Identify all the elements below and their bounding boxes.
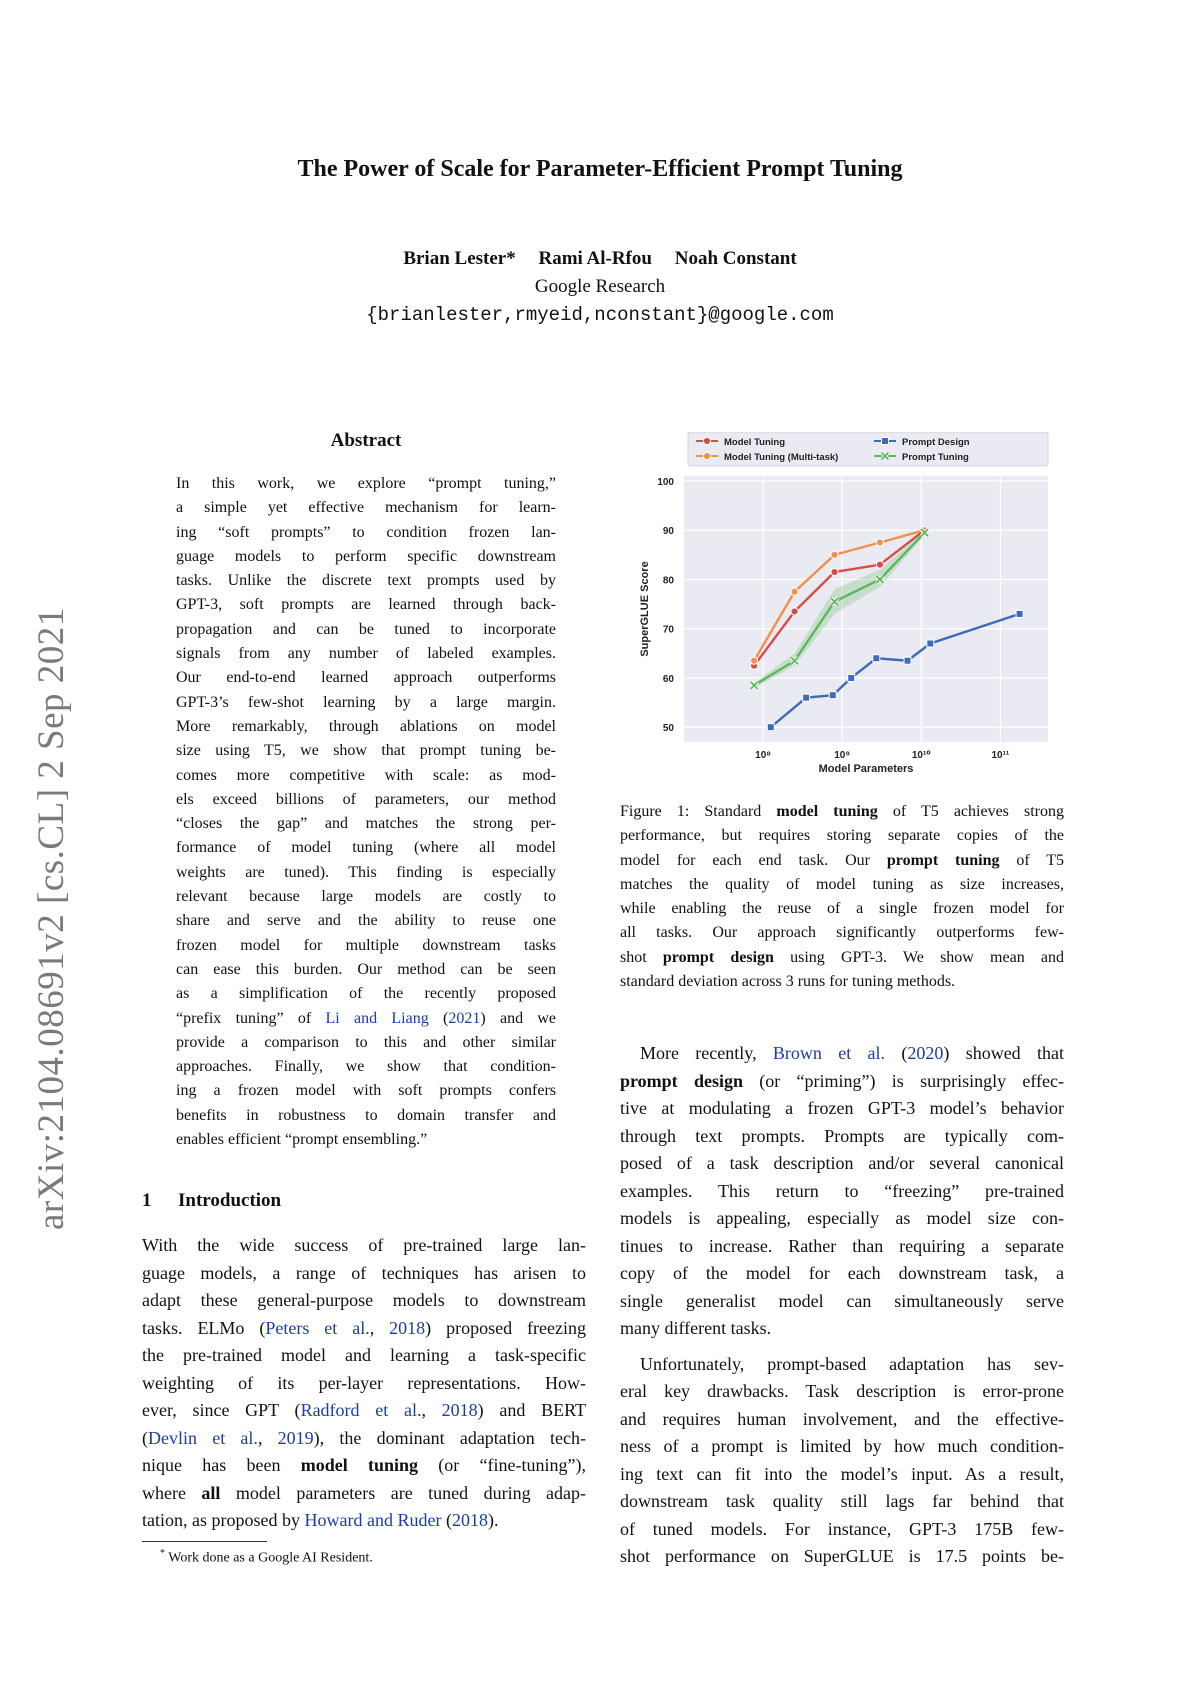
intro-line (142, 1397, 586, 1425)
bold-term: model tuning (776, 803, 878, 820)
text-span: , (257, 1427, 278, 1448)
body-line: models is appealing, especially as model size con- (620, 1208, 1064, 1228)
text-span: ( (428, 1009, 449, 1027)
citation-link[interactable]: Devlin et al. (148, 1427, 258, 1448)
abstract-line: signals from any number of labeled examples. (176, 645, 556, 663)
affiliation: Google Research (534, 276, 666, 297)
body-line: ness of a prompt is limited by how much condition- (620, 1436, 1064, 1456)
y-tick-label: 100 (657, 476, 674, 488)
section-title: Introduction (178, 1190, 282, 1211)
introduction-body (142, 1232, 586, 1535)
legend (688, 432, 1048, 466)
caption-line (620, 800, 1064, 824)
intro-line (142, 1452, 586, 1480)
intro-line (142, 1507, 586, 1535)
paper-title: The Power of Scale for Parameter-Efficient Prompt Tuning (297, 156, 903, 182)
body-line: examples. This return to “freezing” pre-trained (620, 1180, 1064, 1201)
right-column-body (620, 1040, 1064, 1571)
caption-line: all tasks. Our approach significantly outperforms few- (620, 924, 1064, 942)
abstract-line: frozen model for multiple downstream tasks (176, 936, 556, 954)
intro-line: the pre-trained model and learning a task-specific (142, 1345, 586, 1365)
abstract-heading: Abstract (330, 430, 402, 451)
abstract-line: Our end-to-end learned approach outperforms (176, 669, 556, 687)
caption-line: performance, but requires storing separate copies of the (620, 827, 1064, 845)
body-line: posed of a task description and/or several canonical (620, 1153, 1064, 1173)
data-point (876, 539, 883, 546)
abstract-line: GPT-3’s few-shot learning by a large margin. (176, 693, 556, 711)
caption-line: matches the quality of model tuning as size increases, (620, 875, 1064, 893)
body-line: tinues to increase. Rather than requiring a separate (620, 1235, 1064, 1256)
text-span: ). (487, 1510, 499, 1530)
citation-year-link[interactable]: 2020 (907, 1043, 944, 1063)
x-tick-label: 10⁸ (755, 750, 772, 761)
abstract-line: as a simplification of the recently proposed (176, 985, 556, 1003)
section-number: 1 (142, 1190, 152, 1211)
body-line: and requires human involvement, and the effective- (620, 1408, 1064, 1429)
arxiv-stamp: arXiv:2104.08691v2 [cs.CL] 2 Sep 2021 (31, 607, 72, 1230)
body-line (620, 1068, 1064, 1096)
intro-line (142, 1425, 586, 1453)
body-line: downstream task quality still lags far behind that (620, 1491, 1064, 1511)
footnote-text: Work done as a Google AI Resident. (168, 1550, 373, 1566)
text-span: (or “priming”) is surprisingly effec- (742, 1070, 1064, 1091)
intro-line: adapt these general-purpose models to downstream (142, 1290, 586, 1310)
bold-term: prompt design (620, 1070, 743, 1091)
text-span: ( (885, 1043, 908, 1063)
body-line: Unfortunately, prompt-based adaptation has sev- (640, 1353, 1064, 1374)
abstract-line: size using T5, we show that prompt tuning be- (176, 742, 556, 760)
abstract-line: ing a frozen model with soft prompts confers (176, 1082, 556, 1100)
bold-term: prompt tuning (886, 851, 1000, 869)
citation-link[interactable]: Li and Liang (325, 1009, 429, 1027)
abstract-line: GPT-3, soft prompts are learned through back- (176, 596, 556, 614)
x-tick-label: 10⁹ (834, 750, 851, 761)
text-span: Figure 1: Standard (620, 803, 777, 820)
data-point (904, 657, 911, 664)
text-span: ) and BERT (477, 1400, 586, 1420)
data-point (831, 551, 838, 558)
data-point (703, 452, 710, 459)
data-point (1016, 610, 1023, 617)
abstract-line: More remarkably, through ablations on model (176, 717, 556, 735)
abstract-line: propagation and can be tuned to incorporate (176, 620, 556, 638)
citation-link[interactable]: Peters et al. (265, 1317, 370, 1338)
text-span: of T5 achieves strong (877, 803, 1064, 820)
abstract-line: ing “soft prompts” to condition frozen lan- (176, 523, 556, 541)
bold-term: prompt design (662, 948, 774, 966)
data-point (829, 692, 836, 699)
y-tick-label: 70 (662, 624, 674, 636)
text-span: where (142, 1482, 202, 1503)
data-point (876, 561, 883, 568)
text-span: ( (441, 1510, 452, 1530)
caption-line (620, 849, 1064, 873)
y-tick-label: 80 (662, 575, 674, 587)
citation-link[interactable]: Howard and Ruder (304, 1510, 442, 1530)
figure-caption (620, 800, 1064, 994)
text-span: model for each end task. Our (620, 851, 887, 869)
abstract-line: enables efficient “prompt ensembling.” (176, 1131, 428, 1149)
abstract-line: a simple yet effective mechanism for learn- (176, 499, 556, 517)
data-point (767, 724, 774, 731)
text-span: ) showed that (943, 1043, 1064, 1063)
author-emails: {brianlester,rmyeid,nconstant}@google.com (366, 304, 834, 326)
figure-1 (620, 432, 1064, 792)
legend-label: Model Tuning (724, 437, 786, 448)
caption-line: standard deviation across 3 runs for tuning methods. (620, 973, 956, 991)
author-1: Brian Lester* (403, 248, 516, 269)
abstract-line: “closes the gap” and matches the strong per- (176, 815, 556, 833)
legend-label: Model Tuning (Multi-task) (724, 452, 839, 463)
y-tick-label: 90 (662, 526, 674, 538)
abstract-line: approaches. Finally, we show that condition- (176, 1058, 556, 1076)
section-heading-introduction (142, 1190, 281, 1212)
body-line: many different tasks. (620, 1318, 772, 1338)
bold-term: all (201, 1482, 221, 1503)
abstract-line (176, 1007, 556, 1031)
data-point (803, 694, 810, 701)
abstract-line: can ease this burden. Our method can be seen (176, 960, 556, 978)
legend-label: Prompt Tuning (902, 452, 969, 463)
x-tick-label: 10¹¹ (991, 750, 1010, 761)
text-span: , (421, 1400, 442, 1420)
footnote-mark: * (160, 1548, 165, 1559)
abstract-line: provide a comparison to this and other similar (176, 1033, 556, 1051)
citation-link[interactable]: Radford et al. (300, 1400, 422, 1420)
abstract-line: benefits in robustness to domain transfer and (176, 1106, 556, 1124)
abstract-line: formance of model tuning (where all model (176, 839, 556, 857)
abstract-line: In this work, we explore “prompt tuning,” (176, 475, 556, 492)
paragraph-gap (620, 1343, 1064, 1351)
legend-label: Prompt Design (902, 437, 970, 448)
citation-year-link[interactable]: 2018 (441, 1400, 478, 1420)
intro-line: With the wide success of pre-trained large lan- (142, 1235, 586, 1255)
body-line: of tuned models. For instance, GPT-3 175B few- (620, 1518, 1064, 1539)
text-span: nique has been (142, 1455, 301, 1475)
abstract-line: els exceed billions of parameters, our method (176, 790, 556, 808)
intro-line (142, 1480, 586, 1508)
text-span: “prefix tuning” of (176, 1009, 326, 1027)
x-axis-label: Model Parameters (818, 763, 914, 775)
data-point (873, 655, 880, 662)
abstract-line: tasks. Unlike the discrete text prompts used by (176, 572, 556, 590)
body-line: through text prompts. Prompts are typically com- (620, 1125, 1064, 1146)
abstract-line: relevant because large models are costly to (176, 888, 556, 906)
text-span: (or “fine-tuning”), (418, 1455, 586, 1475)
data-point (831, 568, 838, 575)
text-span: tasks. ELMo ( (142, 1317, 266, 1338)
text-span: using GPT-3. We show mean and (773, 948, 1064, 966)
superglue-chart (620, 432, 1064, 787)
abstract-body (176, 472, 556, 1152)
text-span: tation, as proposed by (142, 1510, 305, 1530)
abstract-line: comes more competitive with scale: as mod- (176, 766, 556, 784)
text-span: shot (620, 948, 663, 966)
body-line: copy of the model for each downstream task, a (620, 1263, 1064, 1283)
abstract-line: guage models to perform specific downstream (176, 547, 556, 565)
y-axis-label: SuperGLUE Score (639, 561, 651, 657)
text-span: ), the dominant adaptation tech- (313, 1427, 586, 1448)
intro-line (142, 1315, 586, 1343)
body-line: ing text can fit into the model’s input. As a result, (620, 1463, 1064, 1484)
footnote (160, 1548, 373, 1567)
citation-year-link[interactable]: 2018 (451, 1510, 488, 1530)
bold-term: model tuning (300, 1455, 419, 1475)
caption-line (620, 946, 1064, 970)
text-span: ever, since GPT ( (142, 1400, 301, 1420)
author-3: Noah Constant (674, 248, 797, 269)
body-line: eral key drawbacks. Task description is error-prone (620, 1381, 1064, 1401)
citation-year-link[interactable]: 2019 (277, 1427, 314, 1448)
body-line: tive at modulating a frozen GPT-3 model’s behavior (620, 1098, 1064, 1118)
data-point (882, 438, 889, 445)
citation-year-link[interactable]: 2021 (448, 1009, 481, 1027)
data-point (791, 608, 798, 615)
author-2: Rami Al-Rfou (538, 248, 652, 269)
text-span: of T5 (999, 851, 1064, 869)
text-span: , (369, 1317, 390, 1338)
plot-area (684, 476, 1048, 742)
intro-line: guage models, a range of techniques has arisen to (142, 1262, 586, 1283)
author-list (0, 248, 1200, 270)
x-tick-label: 10¹⁰ (911, 750, 931, 761)
text-span: ) and we (480, 1009, 556, 1027)
text-span: ( (142, 1427, 148, 1448)
caption-line: while enabling the reuse of a single frozen model for (620, 900, 1064, 918)
data-point (927, 640, 934, 647)
text-span: ) proposed freezing (425, 1317, 586, 1338)
text-span: model parameters are tuned during adap- (220, 1482, 586, 1503)
data-point (791, 588, 798, 595)
footnote-divider (142, 1541, 267, 1542)
data-point (848, 674, 855, 681)
intro-line: weighting of its per-layer representations. How- (142, 1372, 586, 1393)
data-point (703, 437, 710, 444)
body-line (620, 1040, 1064, 1068)
abstract-line: weights are tuned). This finding is especially (176, 863, 556, 881)
y-tick-label: 60 (662, 673, 674, 685)
body-line: single generalist model can simultaneously serve (620, 1290, 1064, 1311)
citation-link[interactable]: Brown et al. (772, 1043, 886, 1063)
abstract-line: share and serve and the ability to reuse one (176, 912, 556, 930)
citation-year-link[interactable]: 2018 (389, 1317, 426, 1338)
y-tick-label: 50 (662, 723, 674, 735)
text-span: More recently, (640, 1043, 773, 1063)
data-point (751, 657, 758, 664)
body-line: shot performance on SuperGLUE is 17.5 points be- (620, 1546, 1064, 1566)
